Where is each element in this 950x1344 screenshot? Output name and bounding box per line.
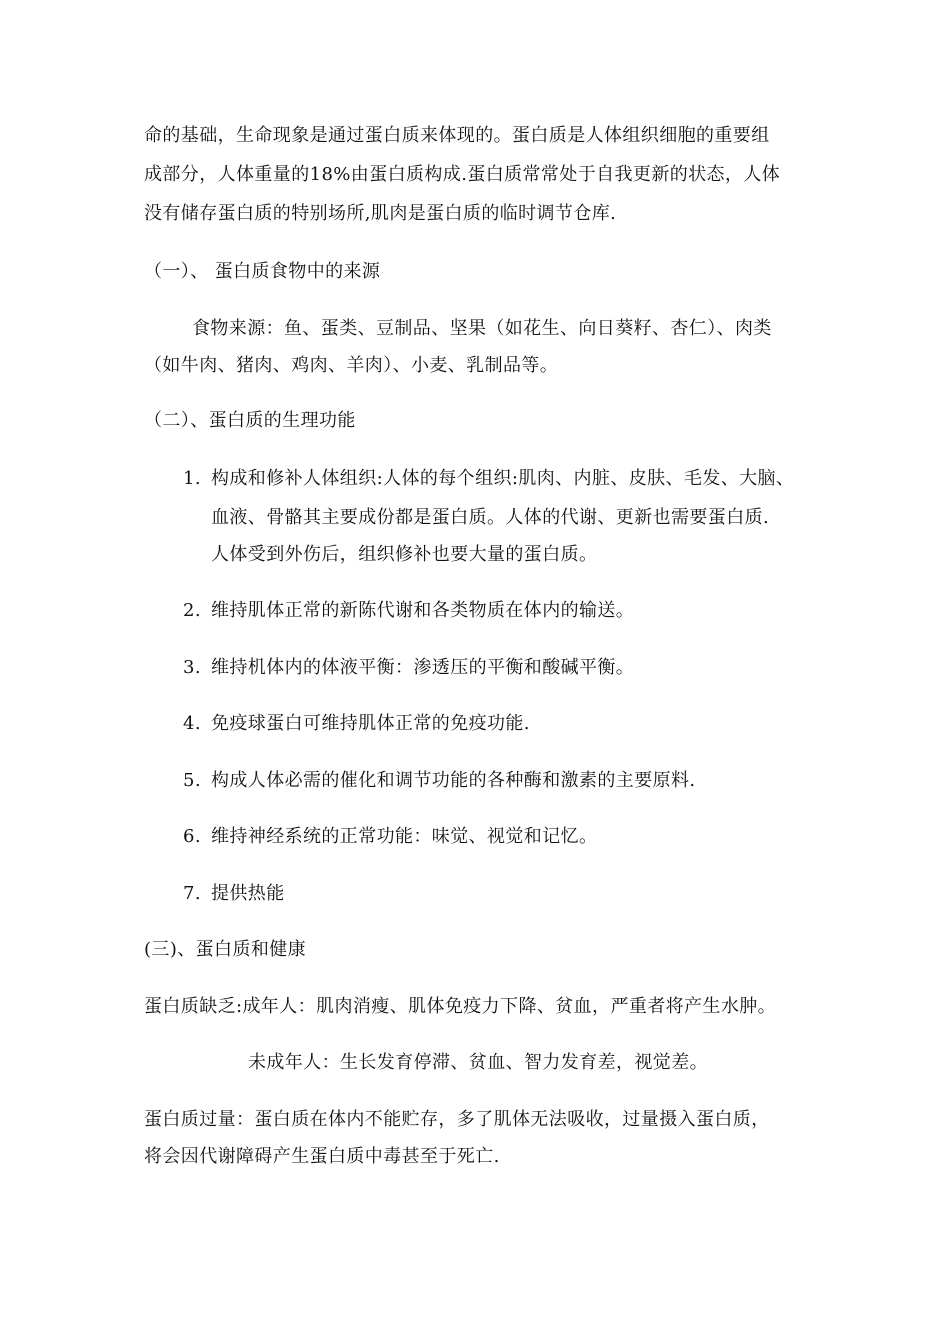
section-1-paragraph-line-2: （如牛肉、猪肉、鸡肉、羊肉）、小麦、乳制品等。	[144, 355, 559, 376]
list-item-text: 维持神经系统的正常功能：味觉、视觉和记忆。	[211, 826, 598, 847]
intro-line-1: 命的基础，生命现象是通过蛋白质来体现的。蛋白质是人体组织细胞的重要组	[144, 125, 770, 146]
section-3-heading: (三)、蛋白质和健康	[144, 939, 307, 960]
excess-line-2: 将会因代谢障碍产生蛋白质中毒甚至于死亡.	[144, 1146, 500, 1167]
section-1-heading: （一）、 蛋白质食物中的来源	[144, 261, 381, 282]
deficiency-adult-text: 蛋白质缺乏:成年人：肌肉消瘦、肌体免疫力下降、贫血，严重者将产生水肿。	[144, 996, 777, 1017]
excess-line-1: 蛋白质过量：蛋白质在体内不能贮存，多了肌体无法吸收，过量摄入蛋白质，	[144, 1109, 770, 1130]
list-item-number: 5.	[183, 770, 201, 791]
list-item-number: 7.	[183, 883, 201, 904]
intro-line-3: 没有储存蛋白质的特别场所,肌肉是蛋白质的临时调节仓库.	[144, 203, 617, 224]
list-item-number: 6.	[183, 826, 201, 847]
list-item-number: 4.	[183, 713, 201, 734]
intro-line-2: 成部分，人体重量的18%由蛋白质构成.蛋白质常常处于自我更新的状态，人体	[144, 164, 781, 185]
list-item-text: 免疫球蛋白可维持肌体正常的免疫功能.	[211, 713, 530, 734]
list-item-text: 维持机体内的体液平衡：渗透压的平衡和酸碱平衡。	[211, 657, 635, 678]
list-item-text: 构成人体必需的催化和调节功能的各种酶和激素的主要原料.	[211, 770, 696, 791]
list-item-text: 提供热能	[211, 883, 285, 904]
list-item-text: 维持肌体正常的新陈代谢和各类物质在体内的输送。	[211, 600, 635, 621]
list-item-number: 1.	[183, 468, 201, 489]
list-item-number: 2.	[183, 600, 201, 621]
list-item-number: 3.	[183, 657, 201, 678]
list-item-text: 人体受到外伤后，组织修补也要大量的蛋白质。	[211, 544, 598, 565]
section-1-paragraph-line-1: 食物来源：鱼、蛋类、豆制品、坚果（如花生、向日葵籽、杏仁）、肉类	[192, 318, 772, 339]
list-item-text: 血液、骨骼其主要成份都是蛋白质。人体的代谢、更新也需要蛋白质.	[211, 507, 770, 528]
deficiency-minor-text: 未成年人：生长发育停滞、贫血、智力发育差，视觉差。	[248, 1052, 708, 1073]
list-item-text: 构成和修补人体组织:人体的每个组织:肌肉、内脏、皮肤、毛发、大脑、	[211, 468, 795, 489]
section-2-heading: （二）、蛋白质的生理功能	[144, 410, 356, 431]
